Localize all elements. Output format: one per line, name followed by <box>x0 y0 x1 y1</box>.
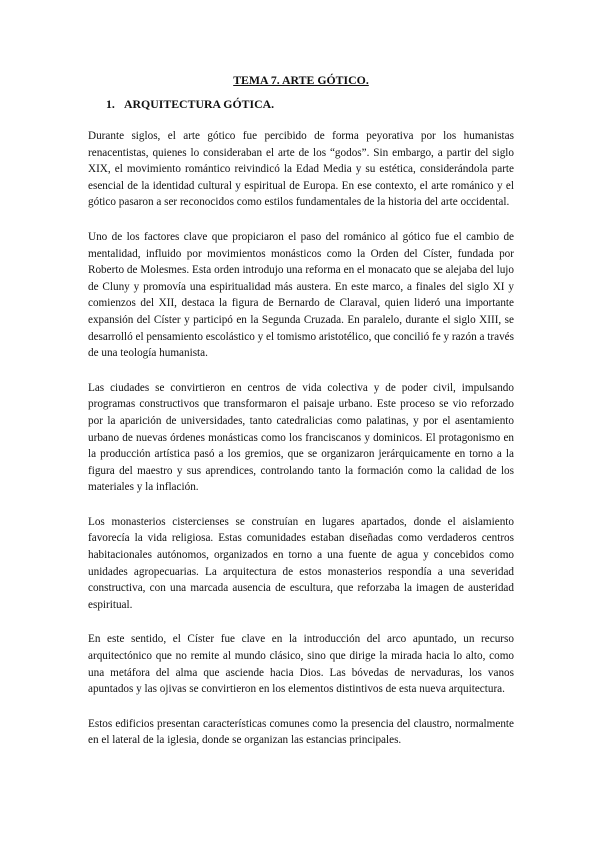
section-heading <box>88 96 514 112</box>
paragraph-6: Estos edificios presentan características comunes como la presencia del claustro, normalmente en el lateral de la iglesia, donde se organizan las estancias principales. <box>88 717 514 747</box>
paragraph-5: En este sentido, el Císter fue clave en la introducción del arco apuntado, un recurso arquitectónico que no remite al mundo clásico, sino que dirige la mirada hacia lo alto, como una metáfora del alma que asciende hacia Dios. Las bóvedas de nervaduras, los vanos apuntados y las ojivas se convirtieron en los elementos distintivos de esta nueva arquitectura. <box>88 633 514 696</box>
section-number: 1. <box>106 97 115 111</box>
document-page <box>88 72 514 767</box>
paragraph-3: Las ciudades se convirtieron en centros de vida colectiva y de poder civil, impulsando programas constructivos que transformaron el paisaje urbano. Este proceso se vio reforzado por la aparición de universidades, tanto catedralicias como palatinas, y por el asentamiento urbano de nuevas órdenes monásticas como los franciscanos y dominicos. El protagonismo en la producción artística pasó a los gremios, que se organizaron jerárquicamente en torno a la figura del maestro y sus aprendices, controlando tanto la formación como la calidad de los materiales y la inflación. <box>88 381 514 494</box>
paragraph-2: Uno de los factores clave que propiciaron el paso del románico al gótico fue el cambio de mentalidad, influido por movimientos monásticos como la Orden del Císter, fundada por Roberto de Molesmes. Esta orden introdujo una reforma en el monacato que se alejaba del lujo de Cluny y promovía una espiritualidad más austera. En este marco, a finales del siglo XI y comienzos del XII, destaca la figura de Bernardo de Claraval, quien lideró una importante expansión del Císter y participó en la Segunda Cruzada. En paralelo, durante el siglo XIII, se desarrolló el pensamiento escolástico y el tomismo aristotélico, que concilió fe y razón a través de una teología humanista. <box>88 230 514 360</box>
section-title: ARQUITECTURA GÓTICA. <box>124 97 275 111</box>
document-title: TEMA 7. ARTE GÓTICO. <box>233 73 369 87</box>
paragraph-4: Los monasterios cistercienses se construían en lugares apartados, donde el aislamiento favorecía la vida religiosa. Estas comunidades estaban diseñadas como verdaderos centros habitacionales autónomos, organizados en torno a una fuente de agua y concebidos como unidades agropecuarias. La arquitectura de estos monasterios respondía a una severidad constructiva, con una marcada ausencia de escultura, que reforzaba la imagen de austeridad espiritual. <box>88 515 514 611</box>
paragraph-1: Durante siglos, el arte gótico fue percibido de forma peyorativa por los humanistas renacentistas, quienes lo consideraban el arte de los “godos”. Sin embargo, a partir del siglo XIX, el movimiento romántico reivindicó la Edad Media y su estética, considerándola parte esencial de la identidad cultural y espiritual de Europa. En ese contexto, el arte románico y el gótico pasaron a ser reconocidos como estilos fundamentales de la historia del arte occidental. <box>88 130 514 209</box>
